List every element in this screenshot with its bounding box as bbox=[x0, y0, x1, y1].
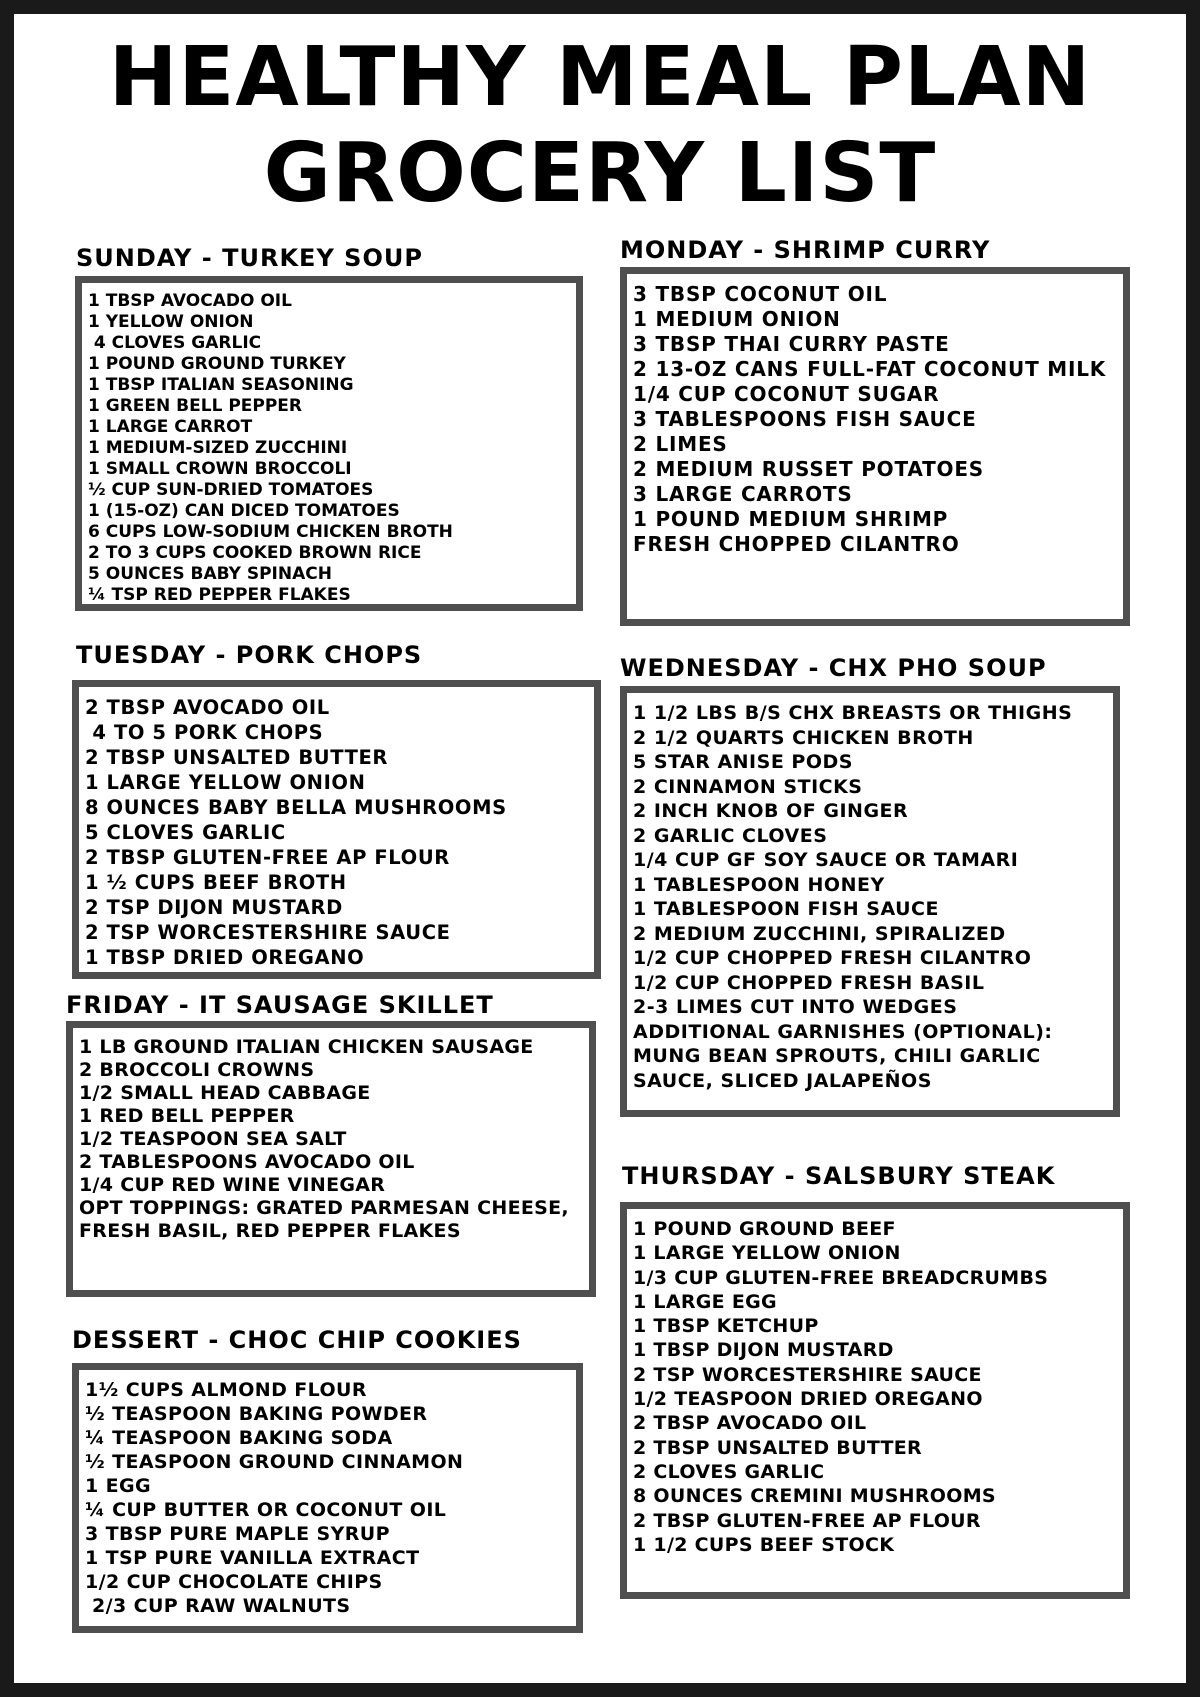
page-title bbox=[0, 30, 1200, 222]
list-item: 1 TBSP DRIED OREGANO bbox=[85, 946, 365, 969]
list-item: 1½ CUPS ALMOND FLOUR bbox=[85, 1379, 367, 1401]
tuesday-list-box bbox=[72, 680, 601, 979]
list-item: 3 TBSP PURE MAPLE SYRUP bbox=[85, 1523, 390, 1545]
list-item: 2 GARLIC CLOVES bbox=[633, 824, 828, 847]
list-item: 2 BROCCOLI CROWNS bbox=[79, 1059, 315, 1081]
list-item: 2 MEDIUM ZUCCHINI, SPIRALIZED bbox=[633, 922, 1006, 945]
title-line-1: HEALTHY MEAL PLAN bbox=[108, 30, 1092, 125]
sunday-list bbox=[88, 291, 570, 606]
list-item: 4 TO 5 PORK CHOPS bbox=[85, 721, 324, 744]
monday-list-box bbox=[620, 267, 1130, 626]
list-item: 3 TABLESPOONS FISH SAUCE bbox=[633, 407, 977, 431]
list-item: 1 TBSP DIJON MUSTARD bbox=[633, 1339, 894, 1362]
list-item: 1 TBSP ITALIAN SEASONING bbox=[88, 375, 354, 395]
monday-heading: MONDAY - SHRIMP CURRY bbox=[620, 236, 991, 264]
list-item: 1 POUND MEDIUM SHRIMP bbox=[633, 507, 949, 531]
dessert-heading: DESSERT - CHOC CHIP COOKIES bbox=[72, 1326, 522, 1354]
list-item: 2 TBSP AVOCADO OIL bbox=[85, 696, 330, 719]
tuesday-list bbox=[85, 695, 588, 970]
sunday-list-box bbox=[75, 276, 583, 611]
list-item: 1 TBSP KETCHUP bbox=[633, 1315, 819, 1338]
tuesday-heading: TUESDAY - PORK CHOPS bbox=[76, 641, 423, 669]
list-item: 2/3 CUP RAW WALNUTS bbox=[85, 1595, 351, 1617]
list-item: 3 TBSP THAI CURRY PASTE bbox=[633, 332, 950, 356]
thursday-heading: THURSDAY - SALSBURY STEAK bbox=[622, 1162, 1056, 1190]
wednesday-list bbox=[633, 701, 1107, 1093]
list-item: 6 CUPS LOW-SODIUM CHICKEN BROTH bbox=[88, 522, 453, 542]
list-item: 5 STAR ANISE PODS bbox=[633, 751, 853, 773]
list-item: 2 TBSP AVOCADO OIL bbox=[633, 1412, 867, 1435]
list-item: 8 OUNCES CREMINI MUSHROOMS bbox=[633, 1485, 996, 1508]
list-item: 1 POUND GROUND BEEF bbox=[633, 1218, 896, 1240]
list-item: 2 CINNAMON STICKS bbox=[633, 775, 863, 798]
list-item: 1/2 TEASPOON DRIED OREGANO bbox=[633, 1388, 983, 1411]
list-item: ¼ TSP RED PEPPER FLAKES bbox=[88, 585, 351, 605]
list-item: 2 TSP WORCESTERSHIRE SAUCE bbox=[633, 1363, 982, 1386]
thursday-list-box bbox=[620, 1202, 1130, 1599]
list-item: 1/4 CUP RED WINE VINEGAR bbox=[79, 1174, 386, 1196]
list-item: 1 YELLOW ONION bbox=[88, 312, 254, 332]
list-item: OPT TOPPINGS: GRATED PARMESAN CHEESE, FRESH BASIL, RED PEPPER FLAKES bbox=[79, 1197, 576, 1242]
list-item: 2 MEDIUM RUSSET POTATOES bbox=[633, 457, 984, 481]
list-item: FRESH CHOPPED CILANTRO bbox=[633, 532, 960, 556]
list-item: 2 TBSP GLUTEN-FREE AP FLOUR bbox=[85, 846, 450, 869]
list-item: 1 TSP PURE VANILLA EXTRACT bbox=[85, 1547, 420, 1569]
list-item: 1 TBSP AVOCADO OIL bbox=[88, 291, 292, 311]
list-item: 2 LIMES bbox=[633, 432, 728, 456]
list-item: 2 INCH KNOB OF GINGER bbox=[633, 800, 909, 822]
list-item: 3 TBSP COCONUT OIL bbox=[633, 282, 888, 306]
list-item: 2 TABLESPOONS AVOCADO OIL bbox=[79, 1151, 415, 1173]
dessert-list-box bbox=[72, 1363, 583, 1633]
list-item: 1 EGG bbox=[85, 1475, 152, 1497]
wednesday-list-box bbox=[620, 686, 1120, 1117]
list-item: 1 LARGE CARROT bbox=[88, 417, 253, 437]
list-item: 2 TSP WORCESTERSHIRE SAUCE bbox=[85, 921, 451, 944]
list-item: 2 1/2 QUARTS CHICKEN BROTH bbox=[633, 726, 974, 749]
list-item: 2 TBSP GLUTEN-FREE AP FLOUR bbox=[633, 1509, 981, 1532]
list-item: 1 RED BELL PEPPER bbox=[79, 1105, 295, 1127]
list-item: 1 1/2 CUPS BEEF STOCK bbox=[633, 1533, 895, 1556]
list-item: 2 13-OZ CANS FULL-FAT COCONUT MILK bbox=[633, 357, 1107, 381]
list-item: 1/4 CUP COCONUT SUGAR bbox=[633, 382, 940, 406]
list-item: 2 CLOVES GARLIC bbox=[633, 1460, 825, 1483]
list-item: 1 LARGE EGG bbox=[633, 1290, 777, 1313]
list-item: 1 TABLESPOON FISH SAUCE bbox=[633, 898, 939, 920]
list-item: 1 LARGE YELLOW ONION bbox=[633, 1242, 901, 1265]
list-item: 1 TABLESPOON HONEY bbox=[633, 873, 885, 896]
list-item: 2-3 LIMES CUT INTO WEDGES bbox=[633, 996, 958, 1018]
list-item: 1/2 CUP CHOPPED FRESH BASIL bbox=[633, 971, 985, 994]
list-item: 2 TSP DIJON MUSTARD bbox=[85, 896, 343, 919]
list-item: ¼ CUP BUTTER OR COCONUT OIL bbox=[85, 1499, 447, 1521]
list-item: ADDITIONAL GARNISHES (OPTIONAL): MUNG BEAN SPROUTS, CHILI GARLIC SAUCE, SLICED JALAPEÑOS bbox=[633, 1020, 1060, 1092]
wednesday-heading: WEDNESDAY - CHX PHO SOUP bbox=[620, 654, 1047, 682]
dessert-list bbox=[85, 1378, 570, 1618]
list-item: 1 MEDIUM-SIZED ZUCCHINI bbox=[88, 438, 348, 458]
list-item: 1 SMALL CROWN BROCCOLI bbox=[88, 459, 352, 479]
list-item: 1 LB GROUND ITALIAN CHICKEN SAUSAGE bbox=[79, 1036, 534, 1058]
list-item: 1/4 CUP GF SOY SAUCE OR TAMARI bbox=[633, 849, 1019, 871]
list-item: 5 CLOVES GARLIC bbox=[85, 821, 286, 844]
list-item: 2 TBSP UNSALTED BUTTER bbox=[633, 1436, 922, 1459]
list-item: 1 LARGE YELLOW ONION bbox=[85, 771, 366, 794]
list-item: 1 1/2 LBS B/S CHX BREASTS OR THIGHS bbox=[633, 702, 1073, 724]
friday-list bbox=[79, 1036, 583, 1243]
friday-heading: FRIDAY - IT SAUSAGE SKILLET bbox=[66, 991, 494, 1019]
list-item: ¼ TEASPOON BAKING SODA bbox=[85, 1427, 393, 1449]
list-item: 1 MEDIUM ONION bbox=[633, 307, 841, 331]
list-item: 2 TO 3 CUPS COOKED BROWN RICE bbox=[88, 543, 422, 563]
list-item: 1 POUND GROUND TURKEY bbox=[88, 354, 346, 374]
list-item: 1/3 CUP GLUTEN-FREE BREADCRUMBS bbox=[633, 1266, 1049, 1289]
list-item: 8 OUNCES BABY BELLA MUSHROOMS bbox=[85, 796, 507, 819]
list-item: 1/2 CUP CHOCOLATE CHIPS bbox=[85, 1571, 383, 1593]
list-item: ½ CUP SUN-DRIED TOMATOES bbox=[88, 480, 374, 500]
list-item: ½ TEASPOON GROUND CINNAMON bbox=[85, 1451, 464, 1473]
list-item: 4 CLOVES GARLIC bbox=[88, 333, 262, 353]
friday-list-box bbox=[66, 1021, 596, 1297]
title-line-2: GROCERY LIST bbox=[263, 126, 937, 221]
list-item: 1 ½ CUPS BEEF BROTH bbox=[85, 871, 347, 894]
monday-list bbox=[633, 282, 1117, 557]
list-item: 5 OUNCES BABY SPINACH bbox=[88, 564, 332, 584]
sunday-heading: SUNDAY - TURKEY SOUP bbox=[76, 244, 423, 272]
list-item: 3 LARGE CARROTS bbox=[633, 482, 853, 506]
list-item: 1/2 CUP CHOPPED FRESH CILANTRO bbox=[633, 947, 1032, 969]
list-item: 1 (15-OZ) CAN DICED TOMATOES bbox=[88, 501, 400, 521]
list-item: 1/2 SMALL HEAD CABBAGE bbox=[79, 1082, 371, 1104]
list-item: 1 GREEN BELL PEPPER bbox=[88, 396, 303, 416]
list-item: 2 TBSP UNSALTED BUTTER bbox=[85, 746, 389, 769]
thursday-list bbox=[633, 1217, 1117, 1557]
list-item: ½ TEASPOON BAKING POWDER bbox=[85, 1403, 428, 1425]
list-item: 1/2 TEASPOON SEA SALT bbox=[79, 1128, 347, 1150]
